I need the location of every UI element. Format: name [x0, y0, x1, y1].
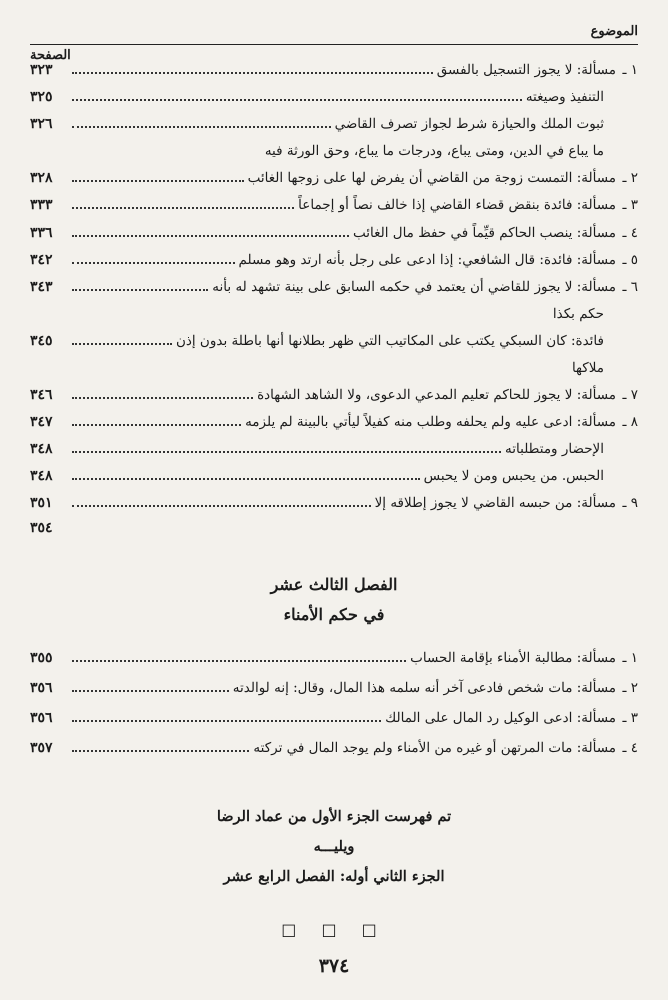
entry-page: ٣٤٥: [30, 333, 53, 349]
entry-number: ١ ـ: [622, 650, 638, 666]
entry-number: ٩ ـ: [622, 495, 638, 511]
entry-text: الحبس. من يحبس ومن لا يحبس: [423, 468, 604, 484]
toc-entry: [30, 87, 638, 107]
leader-dots: [72, 742, 249, 752]
entry-text: مسألة: ادعى عليه ولم يحلفه وطلب منه كفيلاً ليأتي بالبينة لم يلزمه: [245, 414, 616, 430]
toc-entry: [30, 648, 638, 668]
entry-page: ٣٢٨: [30, 170, 53, 186]
entry-number: ٧ ـ: [622, 387, 638, 403]
entry-page: ٣٣٣: [30, 197, 53, 213]
leader-dots: [72, 227, 349, 237]
leader-dots: [72, 416, 241, 426]
chapter-subtitle: في حكم الأمناء: [283, 605, 385, 624]
toc-entry: [30, 708, 638, 728]
entry-page: ٣٣٦: [30, 225, 53, 241]
toc-entry: [30, 60, 638, 80]
leader-dots: [72, 172, 244, 182]
entry-page: ٣٢٥: [30, 89, 53, 105]
toc-entry: [30, 385, 638, 405]
entry-text: ثبوت الملك والحيازة شرط لجواز تصرف القاضي: [334, 116, 604, 132]
entry-page: ٣٥٤: [30, 520, 53, 536]
entry-text: مسألة: مات شخص فادعى آخر أنه سلمه هذا المال، وقال: إنه لوالدته: [232, 680, 616, 696]
entry-page: ٣٢٣: [30, 62, 53, 78]
toc-entry: [30, 331, 638, 351]
toc-entry: [30, 114, 638, 134]
subject-column-label: الموضوع: [590, 24, 638, 39]
header-rule: [30, 44, 638, 45]
closing-line: تم فهرست الجزء الأول من عماد الرضا: [216, 808, 452, 825]
entry-number: ٦ ـ: [622, 279, 638, 295]
entry-number: ٤ ـ: [622, 740, 638, 756]
entry-text: ملاكها: [571, 360, 604, 376]
leader-dots: [72, 712, 381, 722]
entry-text: مسألة: ينصب الحاكم قيِّماً في حفظ مال الغائب: [352, 225, 616, 241]
toc-entry: [30, 439, 638, 459]
leader-dots: [72, 199, 294, 209]
entry-number: ٣ ـ: [622, 197, 638, 213]
chapter-title: الفصل الثالث عشر: [270, 575, 398, 594]
entry-text: التنفيذ وصيغته: [525, 89, 604, 105]
entry-text: الإحضار ومتطلباته: [505, 441, 604, 457]
closing-line: ويليـــه: [313, 838, 355, 855]
entry-page: ٣٤٣: [30, 279, 53, 295]
entry-text: مسألة: مات المرتهن أو غيره من الأمناء ولم يوجد المال في تركته: [253, 740, 616, 756]
leader-dots: [72, 254, 235, 264]
toc-entry: [30, 738, 638, 758]
entry-text: مسألة: التمست زوجة من القاضي أن يفرض لها على زوجها الغائب: [247, 170, 616, 186]
entry-text: مسألة: من حبسه القاضي لا يجوز إطلاقه إلا: [374, 495, 616, 511]
entry-page: ٣٥٦: [30, 680, 53, 696]
toc-entry: [30, 168, 638, 188]
leader-dots: [72, 682, 229, 692]
entry-number: ٢ ـ: [622, 680, 638, 696]
leader-dots: [72, 389, 253, 399]
toc-entry: [30, 493, 638, 513]
leader-dots: [72, 91, 522, 101]
entry-text: حكم بكذا: [552, 306, 604, 322]
leader-dots: [72, 443, 501, 453]
entry-page: ٣٤٢: [30, 252, 53, 268]
entry-page: ٣٥٦: [30, 710, 53, 726]
toc-entry: [30, 678, 638, 698]
page-column-label: الصفحة: [30, 48, 71, 63]
leader-dots: [72, 335, 172, 345]
entry-text: فائدة: كان السبكي يكتب على المكاتيب التي ظهر بطلانها أنها باطلة بدون إذن: [175, 333, 604, 349]
entry-number: ٣ ـ: [622, 710, 638, 726]
entry-number: ٥ ـ: [622, 252, 638, 268]
entry-page: ٣٢٦: [30, 116, 53, 132]
entry-number: ٨ ـ: [622, 414, 638, 430]
toc-entry-continuation: [30, 358, 638, 378]
toc-entry: [30, 466, 638, 486]
toc-entry-continuation: [30, 304, 638, 324]
entry-text: مسألة: فائدة بنقض قضاء القاضي إذا خالف نصاً أو إجماعاً: [298, 197, 616, 213]
leader-dots: [72, 281, 208, 291]
page-number: ٣٧٤: [318, 955, 350, 977]
closing-line: الجزء الثاني أوله: الفصل الرابع عشر: [223, 868, 445, 885]
entry-page: ٣٥٧: [30, 740, 53, 756]
entry-text: ما يباع في الدين، ومتى يباع، ودرجات ما يباع، وحق الورثة فيه: [264, 143, 604, 159]
entry-number: ٤ ـ: [622, 225, 638, 241]
page-header: [30, 20, 638, 65]
entry-text: مسألة: مطالبة الأمناء بإقامة الحساب: [410, 650, 616, 666]
entry-text: مسألة: لا يجوز للحاكم تعليم المدعي الدعوى، ولا الشاهد الشهادة: [257, 387, 616, 403]
toc-entry: [30, 277, 638, 297]
entry-text: مسألة: فائدة: قال الشافعي: إذا ادعى على رجل بأنه ارتد وهو مسلم: [238, 252, 616, 268]
entry-page: ٣٤٨: [30, 441, 53, 457]
toc-entry: [30, 223, 638, 243]
entry-page: ٣٤٦: [30, 387, 53, 403]
toc-entry: [30, 141, 638, 161]
entry-page: ٣٤٨: [30, 468, 53, 484]
entry-number: ١ ـ: [622, 62, 638, 78]
toc-entry: [30, 412, 638, 432]
toc-entry: [30, 250, 638, 270]
leader-dots: [72, 497, 371, 507]
leader-dots: [72, 64, 433, 74]
entry-text: مسألة: لا يجوز للقاضي أن يعتمد في حكمه السابق على بينة تشهد له بأنه: [212, 279, 616, 295]
toc-entry: [30, 195, 638, 215]
entry-page: ٣٤٧: [30, 414, 53, 430]
entry-page: ٣٥١: [30, 495, 53, 511]
entry-text: مسألة: ادعى الوكيل رد المال على المالك: [385, 710, 616, 726]
entry-text: مسألة: لا يجوز التسجيل بالفسق: [436, 62, 616, 78]
ornament: □ □ □: [281, 920, 387, 939]
leader-dots: [72, 652, 406, 662]
leader-dots: [72, 118, 331, 128]
leader-dots: [72, 470, 420, 480]
entry-number: ٢ ـ: [622, 170, 638, 186]
entry-page: ٣٥٥: [30, 650, 53, 666]
